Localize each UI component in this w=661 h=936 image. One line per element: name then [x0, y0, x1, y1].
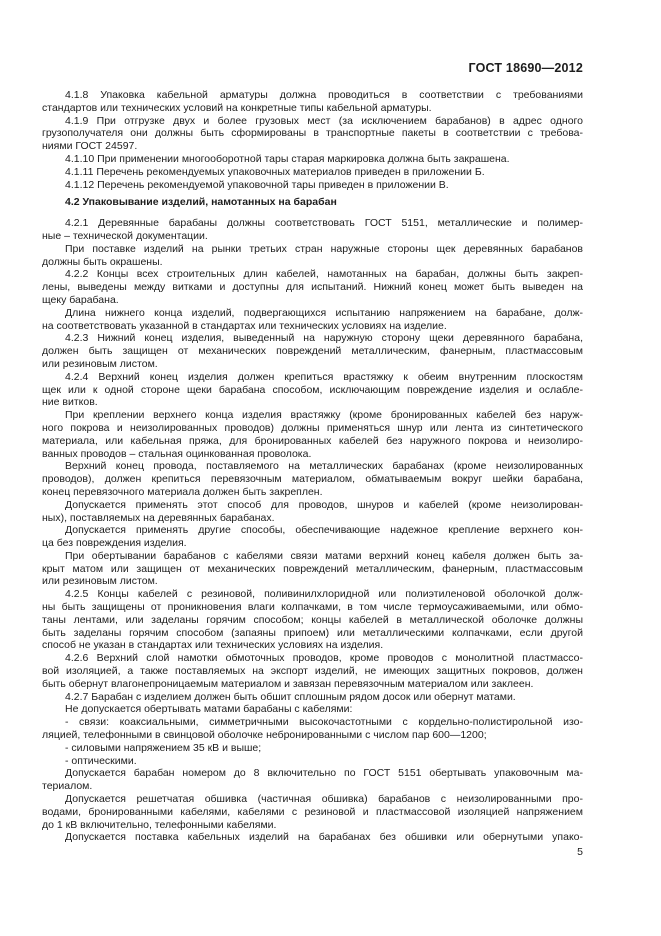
paragraph — [42, 307, 583, 333]
text-line: или резиновым листом. — [42, 357, 158, 370]
text-line: материала, или кабельная пряжа, для бронированных кабелей без наружного покрова и неизолиро- — [42, 434, 583, 447]
text-line: на соответствовать указанной в стандартах или технических условиях на изделие. — [42, 319, 447, 332]
text-line: 4.2.4 Верхний конец изделия должен крепиться врастяжку к обеим внутренним плоскостям — [65, 370, 583, 383]
paragraph — [42, 153, 583, 166]
paragraph — [42, 793, 583, 831]
text-line: до 1 кВ включительно, телефонными кабелями. — [42, 818, 277, 831]
text-line: быть обернут влагонепроницаемым материалом и завязан перевязочным материалом или заклеен. — [42, 677, 534, 690]
text-line: 4.2.1 Деревянные барабаны должны соответствовать ГОСТ 5151, металлические и полимер- — [65, 217, 583, 230]
text-line: ные – технической документации. — [42, 229, 208, 242]
paragraph — [42, 499, 583, 525]
text-line: 4.1.11 Перечень рекомендуемых упаковочных материалов приведен в приложении Б. — [65, 165, 485, 178]
text-line: вой изоляцией, а также поставляемых на экспорт изделий, не имеющих защитных покровов, должен — [42, 665, 583, 678]
text-line: ляцией, телефонными в свинцовой оболочке небронированными с числом пар 600—1200; — [42, 729, 487, 742]
text-line: ны быть защищены от проникновения влаги колпачками, в том числе термоусаживаемыми, или обмо- — [42, 601, 583, 614]
text-line: крыт матом или защищен от механических повреждений металлическим, фанерным, пластмассовым — [42, 562, 583, 575]
text-line: 4.1.12 Перечень рекомендуемой упаковочной тары приведен в приложении В. — [65, 178, 449, 191]
paragraph — [42, 767, 583, 793]
text-line: щек или к одной стороне щеки барабана способом, исключающим повреждение изделия и ослабле- — [42, 383, 583, 396]
text-line: щеку барабана. — [42, 293, 119, 306]
text-line: таны лентами, или заделаны горячим способом; концы кабелей в металлической оболочке должны — [42, 613, 583, 626]
text-line: Верхний конец провода, поставляемого на металлических барабанах (кроме неизолированных — [65, 460, 583, 473]
text-line: териалом. — [42, 780, 93, 793]
text-line: 4.2.7 Барабан с изделием должен быть обшит сплошным рядом досок или обернут матами. — [65, 690, 516, 703]
text-line: должны быть окрашены. — [42, 255, 163, 268]
section-heading — [42, 196, 583, 209]
paragraph — [42, 755, 583, 768]
text-line: стандартов или технических условий на конкретные типы кабельной арматуры. — [42, 101, 432, 114]
paragraph — [42, 179, 583, 192]
paragraph — [42, 652, 583, 690]
text-line: лены, выведены между витками и доступны для испытаний. Нижний конец может быть выведен на — [42, 281, 583, 294]
text-line: Допускается барабан номером до 8 включительно по ГОСТ 5151 обертывать упаковочным ма- — [65, 767, 583, 780]
text-line: ных), поставляемых на деревянных барабанах. — [42, 511, 275, 524]
text-line: ниями ГОСТ 24597. — [42, 140, 138, 153]
paragraph — [42, 588, 583, 652]
text-line: ца без повреждения изделия. — [42, 537, 187, 550]
text-line: ного покрова и неизолированных проводов) должны применяться шнур или лента из синтетического — [42, 421, 583, 434]
paragraph — [42, 409, 583, 460]
paragraph — [42, 703, 583, 716]
paragraph — [42, 371, 583, 409]
text-line: быть заделаны горячим способом (запаяны припоем) или металлическими колпачками, если другой — [42, 626, 583, 639]
paragraph — [42, 691, 583, 704]
paragraph — [42, 217, 583, 243]
text-line: Допускается поставка кабельных изделий на барабанах без обшивки или обернутыми упако- — [65, 831, 583, 844]
text-line: 4.1.9 При отгрузке двух и более грузовых мест (за исключением барабанов) в адрес одного — [65, 114, 583, 127]
text-line: - оптическими. — [65, 754, 137, 767]
text-line: При обертывании барабанов с кабелями связи матами верхний конец кабеля должен быть за- — [65, 549, 583, 562]
text-line: ние витков. — [42, 396, 98, 409]
paragraph — [42, 716, 583, 742]
text-line: 4.1.10 При применении многооборотной тары старая маркировка должна быть закрашена. — [65, 152, 510, 165]
text-line: 4.2 Упаковывание изделий, намотанных на барабан — [65, 196, 337, 209]
text-line: грузополучателя они должны быть сформированы в транспортные пакеты в соответствии с требова- — [42, 127, 583, 140]
paragraph — [42, 831, 583, 844]
text-line: - связи: коаксиальными, симметричными высокочастотными с кордельно-полистирольной изо- — [65, 716, 583, 729]
paragraph — [42, 332, 583, 370]
paragraph — [42, 89, 583, 115]
text-line: Длина нижнего конца изделий, подвергающихся испытанию напряжением на барабане, долж- — [65, 306, 583, 319]
text-line: 4.1.8 Упаковка кабельной арматуры должна проводиться в соответствии с требованиями — [65, 89, 583, 101]
text-line: Допускается применять другие способы, обеспечивающие надежное крепление верхнего кон- — [65, 524, 583, 537]
paragraph — [42, 524, 583, 550]
text-line: должен быть защищен от механических повреждений металлическим, фанерным, пластмассовым — [42, 345, 583, 358]
page-number: 5 — [577, 846, 583, 859]
text-line: Не допускается обертывать матами барабаны с кабелями: — [65, 703, 353, 716]
text-line: При креплении верхнего конца изделия врастяжку (кроме бронированных кабелей без наруж- — [65, 409, 583, 422]
text-line: 4.2.5 Концы кабелей с резиновой, поливинилхлоридной или полиэтиленовой оболочкой долж- — [65, 588, 583, 601]
text-line: 4.2.2 Концы всех строительных длин кабелей, намотанных на барабан, должны быть закреп- — [65, 268, 583, 281]
text-line: Допускается решетчатая обшивка (частичная обшивка) барабанов с неизолированными про- — [65, 793, 583, 806]
paragraph — [42, 243, 583, 269]
paragraph — [42, 550, 583, 588]
text-line: или резиновым листом. — [42, 575, 158, 588]
paragraph — [42, 742, 583, 755]
text-line: проводов), должен крепиться перевязочным материалом, обматываемым вокруг шейки барабана, — [42, 473, 583, 486]
paragraph — [42, 268, 583, 306]
paragraph — [42, 460, 583, 498]
paragraph — [42, 166, 583, 179]
text-line: При поставке изделий на рынки третьих стран наружные стороны щек деревянных барабанов — [65, 242, 583, 255]
doc-number-header: ГОСТ 18690—2012 — [468, 61, 583, 75]
text-line: 4.2.3 Нижний конец изделия, выведенный на наружную сторону щеки деревянного барабана, — [65, 332, 583, 345]
text-line: конец перевязочного материала должен быть закреплен. — [42, 485, 323, 498]
paragraph — [42, 115, 583, 153]
text-line: ванных проводов – стальная оцинкованная проволока. — [42, 447, 312, 460]
text-line: водами, бронированными кабелями, кабелями с резиновой и пластмассовой изоляцией напряжением — [42, 805, 583, 818]
text-line: Допускается применять этот способ для проводов, шнуров и кабелей (кроме неизолирован- — [65, 498, 583, 511]
text-line: способ не указан в стандартах или технических условиях на изделия. — [42, 639, 384, 652]
text-line: 4.2.6 Верхний слой намотки обмоточных проводов, кроме проводов с монолитной пластмассо- — [65, 652, 583, 665]
document-body — [42, 89, 583, 859]
text-line: - силовыми напряжением 35 кВ и выше; — [65, 741, 262, 754]
